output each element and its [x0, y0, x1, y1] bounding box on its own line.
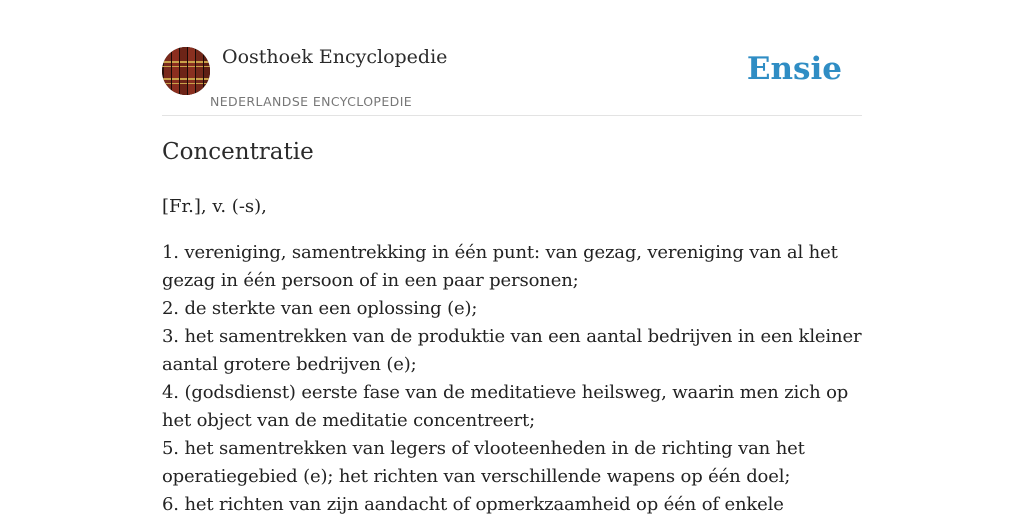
- site-title[interactable]: Oosthoek Encyclopedie: [222, 46, 448, 68]
- site-subtitle: NEDERLANDSE ENCYCLOPEDIE: [210, 94, 413, 109]
- definitions-list: [162, 239, 862, 519]
- definition-item: 5. het samentrekken van legers of vlooteenheden in de richting van het operatiegebied (e); het richten van verschillende wapens op één doel;: [162, 438, 805, 487]
- definition-item: 1. vereniging, samentrekking in één punt: van gezag, vereniging van al het gezag in één persoon of in een paar personen;: [162, 242, 838, 291]
- definition-item: 4. (godsdienst) eerste fase van de meditatieve heilsweg, waarin men zich op het object van de meditatie concentreert;: [162, 382, 849, 431]
- definition-item: 6. het richten van zijn aandacht of opmerkzaamheid op één of enkele: [162, 494, 784, 515]
- entry-title: Concentratie: [162, 139, 314, 165]
- page-container: [162, 0, 862, 515]
- encyclopedia-books-avatar[interactable]: [162, 47, 210, 95]
- ensie-logo[interactable]: Ensie: [746, 51, 842, 87]
- definition-item: 3. het samentrekken van de produktie van een aantal bedrijven in een kleiner aantal grotere bedrijven (e);: [162, 326, 862, 375]
- book-spines-icon: [162, 47, 210, 95]
- site-header: [162, 0, 862, 116]
- entry-grammar: [Fr.], v. (-s),: [162, 196, 267, 217]
- definition-item: 2. de sterkte van een oplossing (e);: [162, 298, 478, 319]
